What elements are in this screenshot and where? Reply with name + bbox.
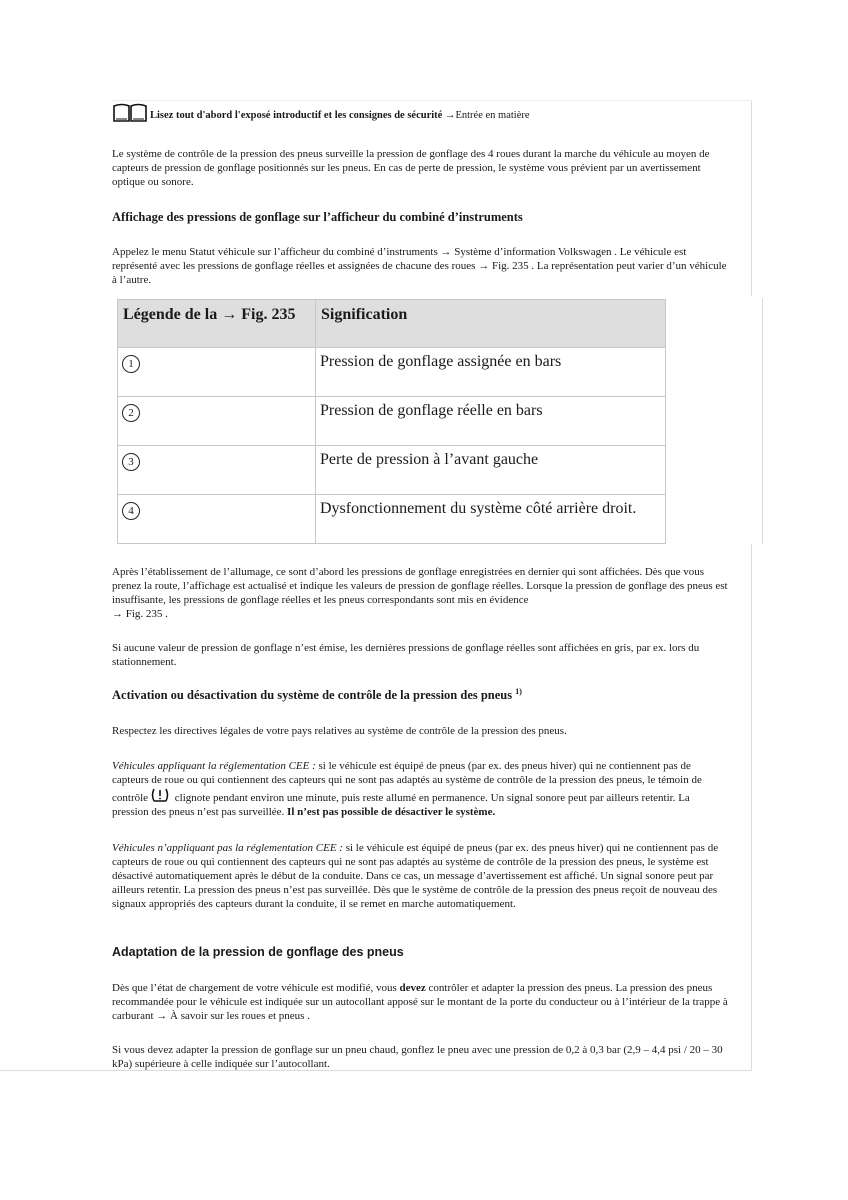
table-cell: Pression de gonflage réelle en bars	[316, 397, 666, 446]
callout-number: 2	[122, 404, 140, 422]
table-row	[118, 495, 666, 544]
figure-reference[interactable]: → Fig. 235 .	[112, 608, 168, 620]
table-cell: Pression de gonflage assignée en bars	[316, 348, 666, 397]
table-header-row	[118, 300, 666, 348]
book-icon	[112, 101, 148, 123]
cee-bold: Il n’est pas possible de désactiver le système.	[287, 806, 496, 818]
paragraph-grey: Si aucune valeur de pression de gonflage n’est émise, les dernières pressions de gonflage réelles sont affichées en gris, par ex. lors du stationnement.	[112, 642, 700, 668]
table-row	[118, 348, 666, 397]
frame-line-right-bottom	[751, 544, 752, 1070]
heading-activation-text: Activation ou désactivation du système de contrôle de la pression des pneus	[112, 688, 513, 703]
paragraph-directives: Respectez les directives légales de votre pays relatives au système de contrôle de la pression des pneus.	[112, 725, 567, 737]
intro-line	[112, 101, 530, 123]
paragraph-ignition-text: Après l’établissement de l’allumage, ce sont d’abord les pressions de gonflage enregistrées en dernier qui sont affichées. Dès que vous prenez la route, l’affichage est actualisé et indique les valeurs de pression de gonflage réelles. Lorsque la pression de gonflage des pneus est insuffisante, les pressions de gonflage réelles et les pneus correspondants sont mis en évidence	[112, 566, 728, 606]
table-header-meaning: Signification	[316, 300, 666, 348]
frame-line-right-mid	[762, 298, 763, 544]
loading-bold: devez	[399, 982, 426, 994]
non-cee-text: si le véhicule est équipé de pneus (par ex. des pneus hiver) qui ne contiennent pas de capteurs de roue ou qui contiennent des capteurs qui ne sont pas adaptés au système de contrôle de la pression des pneus, le système est désactivé automatiquement après le début de la conduite. Dans ce cas, un message d’avertissement est affiché. Un signal sonore peut par ailleurs retentir. La pression des pneus n’est pas surveillée. Dès que le système de contrôle de la pression des pneus reçoit de nouveau des signaux appropriés des capteurs durant la conduite, il se remet en marche automatiquement.	[112, 842, 719, 910]
paragraph-menu: Appelez le menu Statut véhicule sur l’afficheur du combiné d’instruments → Système d’information Volkswagen . Le véhicule est représenté avec les pressions de gonflage réelles et assignées de chacune des roues → Fig. 235 . La représentation peut varier d’un véhicule à l’autre.	[112, 246, 727, 286]
tire-pressure-warning-icon	[150, 787, 170, 803]
heading-adaptation: Adaptation de la pression de gonflage des pneus	[112, 945, 404, 959]
footnote-marker: 1)	[515, 687, 522, 696]
paragraph-ignition	[112, 565, 728, 621]
cee-text-1: si le véhicule est équipé de pneus (par ex. des pneus hiver) qui ne contiennent pas de capteurs de roue ou qui contiennent des capteurs qui ne sont pas adaptés au système de contrôle de la pression des pneus, le témoin de contrôle	[112, 760, 702, 804]
table-cell: Perte de pression à l’avant gauche	[316, 446, 666, 495]
loading-text-b: contrôler et adapter la pression des pneus. La pression des pneus recommandée pour le véhicule est indiquée sur un autocollant apposé sur le montant de la porte du conducteur ou à l’intérieur de la trappe à carburant → À savoir sur les roues et pneus .	[112, 982, 728, 1022]
legend-table	[117, 299, 666, 544]
table-cell: Dysfonctionnement du système côté arrière droit.	[316, 495, 666, 544]
paragraph-loading	[112, 981, 728, 1023]
paragraph-cee	[112, 759, 728, 819]
cee-text-2: clignote pendant environ une minute, puis reste allumé en permanence. Un signal sonore peut par ailleurs retentir. La pression des pneus n’est pas surveillée.	[112, 792, 690, 818]
callout-number: 1	[122, 355, 140, 373]
heading-display: Affichage des pressions de gonflage sur l’afficheur du combiné d’instruments	[112, 210, 523, 224]
table-row	[118, 397, 666, 446]
paragraph-intro: Le système de contrôle de la pression des pneus surveille la pression de gonflage des 4 roues durant la marche du véhicule au moyen de capteurs de pression de gonflage positionnés sur les pneus. En cas de perte de pression, le système vous prévient par un avertissement optique ou sonore.	[112, 148, 710, 188]
cee-label: Véhicules appliquant la réglementation CEE :	[112, 760, 316, 772]
intro-link[interactable]: →Entrée en matière	[444, 110, 530, 121]
loading-text-a: Dès que l’état de chargement de votre véhicule est modifié, vous	[112, 982, 400, 994]
paragraph-hot-tyre: Si vous devez adapter la pression de gonflage sur un pneu chaud, gonflez le pneu avec une pression de 0,2 à 0,3 bar (2,9 – 4,4 psi / 20 – 30 kPa) supérieure à celle indiquée sur l’autocollant.	[112, 1044, 723, 1070]
intro-bold: Lisez tout d'abord l'exposé introductif et les consignes de sécurité	[150, 110, 443, 121]
table-row	[118, 446, 666, 495]
callout-number: 4	[122, 502, 140, 520]
paragraph-non-cee	[112, 841, 728, 911]
intro-text	[150, 109, 530, 123]
callout-number: 3	[122, 453, 140, 471]
non-cee-label: Véhicules n’appliquant pas la réglementation CEE :	[112, 842, 343, 854]
heading-activation	[112, 687, 522, 703]
frame-line-right	[751, 100, 752, 296]
table-header-legend: Légende de la → Fig. 235	[118, 300, 316, 348]
